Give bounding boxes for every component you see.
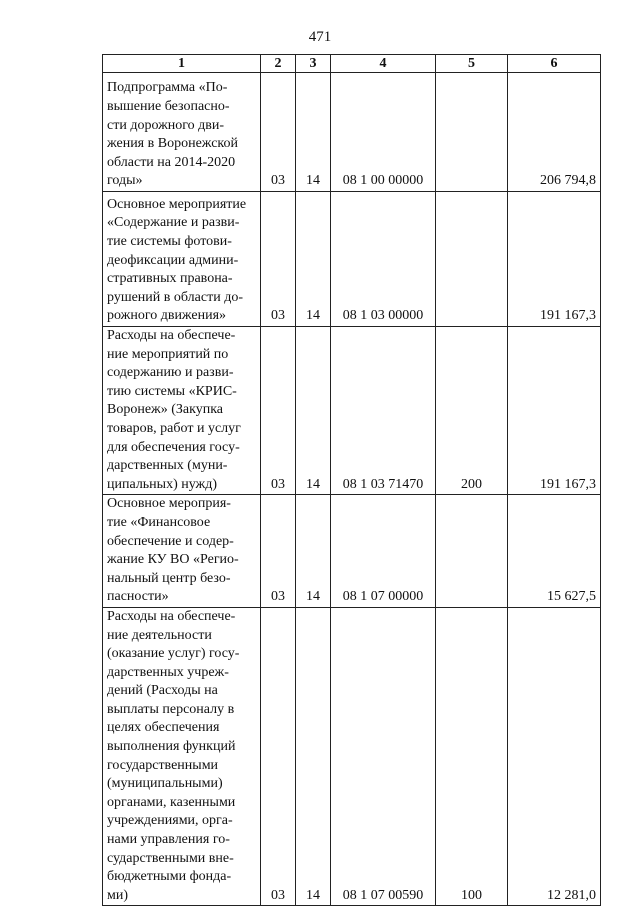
row-amount: 191 167,3 [508,327,601,495]
row-target-code: 08 1 00 00000 [331,73,436,192]
header-row [103,55,601,73]
table-body [103,73,601,906]
table-row [103,327,601,495]
row-section: 03 [261,495,296,608]
row-name: Расходы на обеспече- ние мероприятий по содержанию и разви- тию системы «КРИС- Воронеж» (Закупка товаров, работ и услуг для обеспечения госу- дарственных (муни- ципальных) нужд) [103,327,261,495]
row-subsection: 14 [296,607,331,906]
header-col-4: 4 [331,55,436,73]
header-col-6: 6 [508,55,601,73]
row-subsection: 14 [296,73,331,192]
table-header [103,55,601,73]
row-target-code: 08 1 03 71470 [331,327,436,495]
row-name: Основное мероприя- тие «Финансовое обеспечение и содер- жание КУ ВО «Регио- нальный центр безо- пасности» [103,495,261,608]
row-amount: 12 281,0 [508,607,601,906]
row-amount: 15 627,5 [508,495,601,608]
row-target-code: 08 1 03 00000 [331,192,436,327]
row-name: Подпрограмма «По- вышение безопасно- сти дорожного дви- жения в Воронежской области на 2014-2020 годы» [103,73,261,192]
table-row [103,607,601,906]
row-section: 03 [261,73,296,192]
row-expense-type: 100 [436,607,508,906]
row-expense-type: 200 [436,327,508,495]
row-name: Расходы на обеспече- ние деятельности (оказание услуг) госу- дарственных учреж- дений (Расходы на выплаты персоналу в целях обеспечения выполнения функций государственными (муниципальными) органами, казенными учреждениями, орга- нами управления го- сударственными вне- бюджетными фонда- ми) [103,607,261,906]
table-row [103,495,601,608]
table-row [103,192,601,327]
header-col-3: 3 [296,55,331,73]
row-amount: 191 167,3 [508,192,601,327]
page-number: 471 [308,29,332,45]
row-expense-type [436,73,508,192]
row-amount: 206 794,8 [508,73,601,192]
row-subsection: 14 [296,495,331,608]
row-target-code: 08 1 07 00590 [331,607,436,906]
table-row [103,73,601,192]
row-section: 03 [261,192,296,327]
header-col-2: 2 [261,55,296,73]
row-expense-type [436,495,508,608]
row-target-code: 08 1 07 00000 [331,495,436,608]
row-name: Основное мероприятие «Содержание и разви- тие системы фотови- деофиксации админи- стративных правона- рушений в области до- рожного движения» [103,192,261,327]
row-section: 03 [261,327,296,495]
budget-table [102,54,601,906]
header-col-1: 1 [103,55,261,73]
row-section: 03 [261,607,296,906]
header-col-5: 5 [436,55,508,73]
row-subsection: 14 [296,192,331,327]
row-expense-type [436,192,508,327]
row-subsection: 14 [296,327,331,495]
